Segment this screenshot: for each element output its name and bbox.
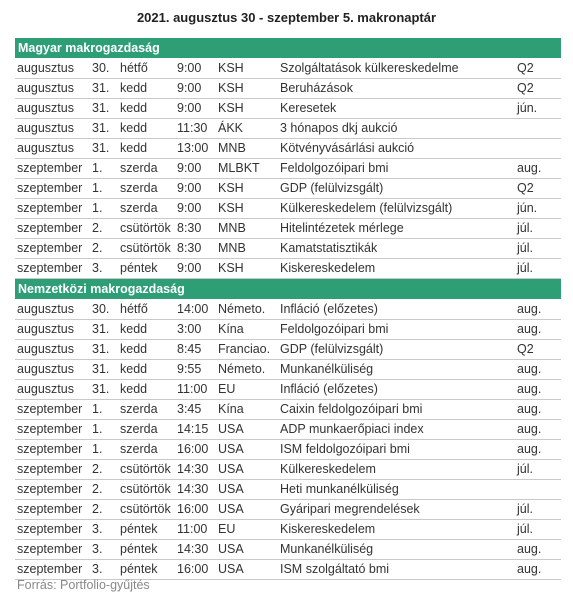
- cell-event: Feldolgozóipari bmi: [280, 161, 389, 175]
- cell-time: 3:45: [177, 402, 202, 416]
- cell-month: augusztus: [17, 342, 74, 356]
- table-row: [15, 340, 561, 360]
- cell-period: aug.: [517, 362, 542, 376]
- cell-source: Franciao.: [218, 342, 271, 356]
- cell-time: 8:30: [177, 241, 202, 255]
- cell-source: Németo.: [218, 302, 266, 316]
- cell-time: 9:00: [177, 201, 202, 215]
- cell-day: 2.: [92, 241, 103, 255]
- cell-source: ÁKK: [218, 121, 244, 135]
- cell-month: szeptember: [17, 482, 83, 496]
- cell-day: 31.: [92, 342, 110, 356]
- cell-period: jún.: [517, 101, 538, 115]
- cell-weekday: szerda: [120, 402, 158, 416]
- cell-day: 2.: [92, 221, 103, 235]
- cell-source: KSH: [218, 101, 244, 115]
- cell-weekday: kedd: [120, 81, 148, 95]
- cell-period: aug.: [517, 422, 542, 436]
- cell-event: Beruházások: [280, 81, 353, 95]
- table-row: [15, 400, 561, 420]
- cell-time: 14:15: [177, 422, 209, 436]
- cell-month: szeptember: [17, 181, 83, 195]
- table-row: [15, 500, 561, 520]
- cell-day: 3.: [92, 261, 103, 275]
- cell-event: Infláció (előzetes): [280, 382, 378, 396]
- cell-source: USA: [218, 422, 244, 436]
- cell-day: 31.: [92, 121, 110, 135]
- cell-weekday: kedd: [120, 121, 148, 135]
- cell-time: 9:00: [177, 81, 202, 95]
- calendar-table: [15, 38, 561, 580]
- table-row: [15, 440, 561, 460]
- cell-day: 2.: [92, 482, 103, 496]
- table-row: [15, 239, 561, 259]
- cell-weekday: kedd: [120, 382, 148, 396]
- cell-period: júl.: [517, 241, 533, 255]
- cell-time: 11:00: [177, 522, 208, 536]
- cell-month: szeptember: [17, 562, 83, 576]
- cell-source: MNB: [218, 221, 246, 235]
- cell-event: Munkanélküliség: [280, 362, 374, 376]
- table-row: [15, 300, 561, 320]
- cell-month: szeptember: [17, 522, 83, 536]
- cell-month: augusztus: [17, 382, 74, 396]
- cell-weekday: csütörtök: [120, 502, 171, 516]
- cell-period: aug.: [517, 562, 542, 576]
- cell-month: szeptember: [17, 221, 83, 235]
- cell-time: 11:00: [177, 382, 208, 396]
- table-row: [15, 219, 561, 239]
- cell-day: 31.: [92, 322, 110, 336]
- cell-event: Feldolgozóipari bmi: [280, 322, 389, 336]
- cell-event: Kötvényvásárlási aukció: [280, 141, 415, 155]
- cell-month: augusztus: [17, 121, 74, 135]
- cell-event: Caixin feldolgozóipari bmi: [280, 402, 423, 416]
- cell-month: szeptember: [17, 201, 83, 215]
- cell-source: EU: [218, 382, 236, 396]
- cell-weekday: szerda: [120, 422, 158, 436]
- cell-period: aug.: [517, 382, 542, 396]
- cell-period: júl.: [517, 221, 533, 235]
- cell-source: MLBKT: [218, 161, 260, 175]
- cell-weekday: szerda: [120, 442, 158, 456]
- cell-period: júl.: [517, 522, 533, 536]
- cell-day: 1.: [92, 442, 103, 456]
- cell-weekday: kedd: [120, 322, 148, 336]
- cell-day: 1.: [92, 161, 103, 175]
- cell-day: 31.: [92, 362, 110, 376]
- cell-period: Q2: [517, 81, 534, 95]
- cell-event: Kiskereskedelem: [280, 522, 376, 536]
- cell-time: 9:00: [177, 181, 202, 195]
- cell-period: júl.: [517, 261, 533, 275]
- cell-weekday: hétfő: [120, 302, 148, 316]
- cell-source: MNB: [218, 141, 246, 155]
- table-row: [15, 119, 561, 139]
- cell-event: ISM feldolgozóipari bmi: [280, 442, 410, 456]
- cell-time: 11:30: [177, 121, 208, 135]
- section-header: Nemzetközi makrogazdaság: [15, 279, 561, 299]
- cell-month: szeptember: [17, 462, 83, 476]
- cell-month: augusztus: [17, 302, 74, 316]
- cell-month: szeptember: [17, 402, 83, 416]
- cell-month: augusztus: [17, 81, 74, 95]
- cell-event: ISM szolgáltató bmi: [280, 562, 390, 576]
- cell-period: jún.: [517, 201, 538, 215]
- cell-month: szeptember: [17, 241, 83, 255]
- cell-weekday: csütörtök: [120, 221, 171, 235]
- cell-weekday: kedd: [120, 342, 148, 356]
- cell-month: augusztus: [17, 101, 74, 115]
- table-row: [15, 360, 561, 380]
- table-row: [15, 460, 561, 480]
- cell-source: USA: [218, 442, 244, 456]
- table-row: [15, 59, 561, 79]
- cell-day: 2.: [92, 502, 103, 516]
- cell-weekday: kedd: [120, 101, 148, 115]
- cell-month: augusztus: [17, 322, 74, 336]
- cell-weekday: péntek: [120, 522, 158, 536]
- cell-period: aug.: [517, 442, 542, 456]
- cell-month: augusztus: [17, 61, 74, 75]
- table-row: [15, 159, 561, 179]
- page-title: 2021. augusztus 30 - szeptember 5. makronaptár: [136, 10, 437, 25]
- cell-month: szeptember: [17, 502, 83, 516]
- cell-time: 8:45: [177, 342, 202, 356]
- cell-time: 3:00: [177, 322, 202, 336]
- cell-time: 9:00: [177, 161, 202, 175]
- table-row: [15, 199, 561, 219]
- cell-time: 13:00: [177, 141, 209, 155]
- cell-day: 2.: [92, 462, 103, 476]
- cell-day: 31.: [92, 101, 110, 115]
- cell-day: 3.: [92, 522, 103, 536]
- cell-month: szeptember: [17, 422, 83, 436]
- cell-source: KSH: [218, 261, 244, 275]
- table-row: [15, 520, 561, 540]
- cell-weekday: szerda: [120, 181, 158, 195]
- cell-period: Q2: [517, 342, 534, 356]
- cell-time: 16:00: [177, 442, 209, 456]
- cell-event: GDP (felülvizsgált): [280, 342, 384, 356]
- table-row: [15, 139, 561, 159]
- cell-time: 14:30: [177, 482, 209, 496]
- cell-source: KSH: [218, 81, 244, 95]
- cell-time: 8:30: [177, 221, 202, 235]
- cell-period: Q2: [517, 61, 534, 75]
- cell-period: aug.: [517, 542, 542, 556]
- cell-day: 31.: [92, 81, 110, 95]
- cell-source: Németo.: [218, 362, 266, 376]
- cell-event: Szolgáltatások külkereskedelme: [280, 61, 459, 75]
- cell-month: szeptember: [17, 261, 83, 275]
- cell-event: Kiskereskedelem: [280, 261, 376, 275]
- table-row: [15, 79, 561, 99]
- cell-period: aug.: [517, 322, 542, 336]
- cell-month: augusztus: [17, 362, 74, 376]
- cell-day: 1.: [92, 181, 103, 195]
- cell-time: 14:30: [177, 462, 209, 476]
- cell-source: KSH: [218, 61, 244, 75]
- cell-source: Kína: [218, 322, 244, 336]
- cell-time: 9:00: [177, 61, 202, 75]
- cell-month: szeptember: [17, 442, 83, 456]
- cell-time: 16:00: [177, 502, 209, 516]
- table-row: [15, 380, 561, 400]
- table-row: [15, 320, 561, 340]
- cell-source: USA: [218, 482, 244, 496]
- table-row: [15, 480, 561, 500]
- cell-weekday: csütörtök: [120, 462, 171, 476]
- cell-day: 1.: [92, 201, 103, 215]
- cell-time: 9:00: [177, 261, 202, 275]
- cell-event: Munkanélküliség: [280, 542, 374, 556]
- cell-day: 31.: [92, 382, 110, 396]
- cell-time: 9:00: [177, 101, 202, 115]
- cell-period: Q2: [517, 181, 534, 195]
- cell-weekday: péntek: [120, 542, 158, 556]
- cell-period: júl.: [517, 502, 533, 516]
- cell-event: Heti munkanélküliség: [280, 482, 399, 496]
- cell-day: 30.: [92, 302, 110, 316]
- cell-weekday: szerda: [120, 201, 158, 215]
- cell-month: szeptember: [17, 542, 83, 556]
- cell-weekday: szerda: [120, 161, 158, 175]
- cell-source: USA: [218, 562, 244, 576]
- cell-source: KSH: [218, 201, 244, 215]
- table-row: [15, 99, 561, 119]
- cell-month: szeptember: [17, 161, 83, 175]
- cell-event: Külkereskedelem (felülvizsgált): [280, 201, 453, 215]
- cell-weekday: péntek: [120, 261, 158, 275]
- table-row: [15, 420, 561, 440]
- cell-source: EU: [218, 522, 236, 536]
- cell-event: GDP (felülvizsgált): [280, 181, 384, 195]
- cell-time: 14:00: [177, 302, 209, 316]
- cell-source: USA: [218, 542, 244, 556]
- cell-event: Keresetek: [280, 101, 337, 115]
- cell-event: 3 hónapos dkj aukció: [280, 121, 398, 135]
- cell-day: 31.: [92, 141, 110, 155]
- cell-event: Kamatstatisztikák: [280, 241, 378, 255]
- cell-event: ADP munkaerőpiaci index: [280, 422, 424, 436]
- cell-source: USA: [218, 502, 244, 516]
- cell-source: KSH: [218, 181, 244, 195]
- cell-day: 3.: [92, 542, 103, 556]
- cell-weekday: péntek: [120, 562, 158, 576]
- cell-event: Külkereskedelem: [280, 462, 376, 476]
- section-header: Magyar makrogazdaság: [15, 38, 561, 58]
- cell-event: Gyáripari megrendelések: [280, 502, 420, 516]
- cell-time: 14:30: [177, 542, 209, 556]
- cell-time: 16:00: [177, 562, 209, 576]
- cell-day: 1.: [92, 422, 103, 436]
- cell-month: augusztus: [17, 141, 74, 155]
- cell-period: aug.: [517, 302, 542, 316]
- cell-source: USA: [218, 462, 244, 476]
- cell-time: 9:55: [177, 362, 202, 376]
- source-note: Forrás: Portfolio-gyűjtés: [17, 578, 150, 592]
- cell-weekday: csütörtök: [120, 241, 171, 255]
- table-row: [15, 179, 561, 199]
- table-row: [15, 540, 561, 560]
- cell-event: Hitelintézetek mérlege: [280, 221, 404, 235]
- cell-period: aug.: [517, 402, 542, 416]
- cell-weekday: kedd: [120, 141, 148, 155]
- table-row: [15, 259, 561, 279]
- cell-period: júl.: [517, 462, 533, 476]
- cell-period: aug.: [517, 161, 542, 175]
- cell-day: 3.: [92, 562, 103, 576]
- cell-day: 1.: [92, 402, 103, 416]
- cell-weekday: kedd: [120, 362, 148, 376]
- cell-source: Kína: [218, 402, 244, 416]
- cell-weekday: hétfő: [120, 61, 148, 75]
- cell-weekday: csütörtök: [120, 482, 171, 496]
- cell-source: MNB: [218, 241, 246, 255]
- cell-event: Infláció (előzetes): [280, 302, 378, 316]
- cell-day: 30.: [92, 61, 110, 75]
